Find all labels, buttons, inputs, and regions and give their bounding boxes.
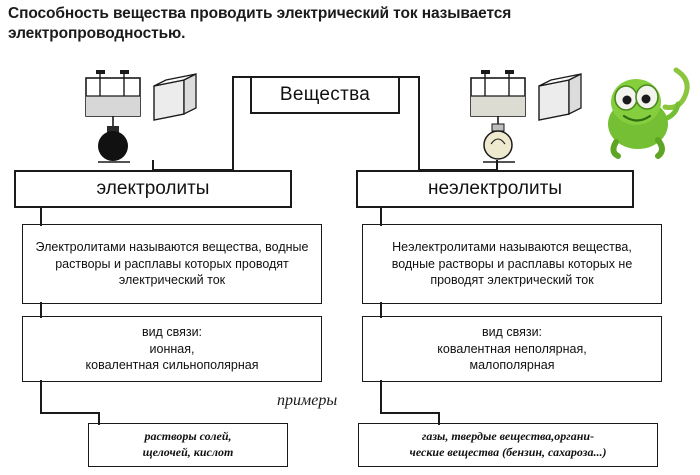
branch-title-nonelectrolytes-label: неэлектролиты: [428, 178, 562, 199]
branch-bond-electrolytes-title: вид связи:: [141, 324, 203, 339]
connector-left-to-examples: [40, 412, 100, 414]
green-chameleon-mascot: [600, 62, 695, 162]
branch-examples-nonelectrolytes: [358, 423, 658, 467]
branch-bond-electrolytes: [22, 316, 322, 382]
branch-description-nonelectrolytes: [362, 224, 662, 304]
branch-title-electrolytes: [14, 170, 292, 208]
branch-examples-electrolytes-line2: щелочей, кислот: [142, 445, 234, 459]
connector-root-right-vertical: [418, 76, 420, 171]
branch-bond-electrolytes-line1: ионная,: [149, 341, 195, 356]
connector-left-spine-a: [40, 206, 42, 226]
connector-right-examples-down: [438, 412, 440, 425]
root-node-label: Вещества: [279, 84, 371, 105]
branch-description-electrolytes-text: Электролитами называются вещества, водные растворы и расплавы которых проводят электрический ток: [35, 239, 309, 288]
branch-examples-nonelectrolytes-line1: газы, твердые вещества,органи-: [421, 429, 595, 444]
branch-description-nonelectrolytes-text: Неэлектролитами называются вещества, водные растворы и расплавы которых не проводят электрический ток: [391, 239, 633, 288]
branch-bond-nonelectrolytes-line2: малополярная: [469, 358, 555, 373]
connector-right-spine-a: [380, 206, 382, 226]
branch-examples-electrolytes-line1: растворы солей,: [144, 429, 232, 444]
branch-description-electrolytes: [22, 224, 322, 304]
connector-left-spine-c: [40, 380, 42, 414]
connector-root-right-horizontal: [398, 76, 420, 78]
connector-right-to-examples: [380, 412, 440, 414]
connector-root-left-vertical: [232, 76, 234, 171]
examples-label: примеры: [277, 392, 338, 409]
branch-bond-nonelectrolytes-title: вид связи:: [481, 324, 543, 339]
page-title: Способность вещества проводить электрический ток называется электропроводностью.: [8, 5, 512, 42]
connector-right-spine-c: [380, 380, 382, 414]
connector-root-left-horizontal: [232, 76, 252, 78]
branch-title-nonelectrolytes: [356, 170, 634, 208]
connector-left-spine-b: [40, 302, 42, 318]
branch-bond-nonelectrolytes: [362, 316, 662, 382]
connector-right-spine-b: [380, 302, 382, 318]
connector-left-examples-down: [98, 412, 100, 425]
branch-examples-nonelectrolytes-line2: ческие вещества (бензин, сахароза...): [409, 445, 607, 459]
branch-examples-electrolytes: [88, 423, 288, 467]
right-apparatus-illustration: [465, 70, 605, 165]
left-apparatus-illustration: [80, 70, 220, 165]
branch-bond-nonelectrolytes-line1: ковалентная неполярная,: [437, 341, 587, 356]
branch-title-electrolytes-label: электролиты: [96, 178, 210, 199]
branch-bond-electrolytes-line2: ковалентная сильнополярная: [85, 358, 259, 373]
root-node-substances: [250, 76, 400, 114]
